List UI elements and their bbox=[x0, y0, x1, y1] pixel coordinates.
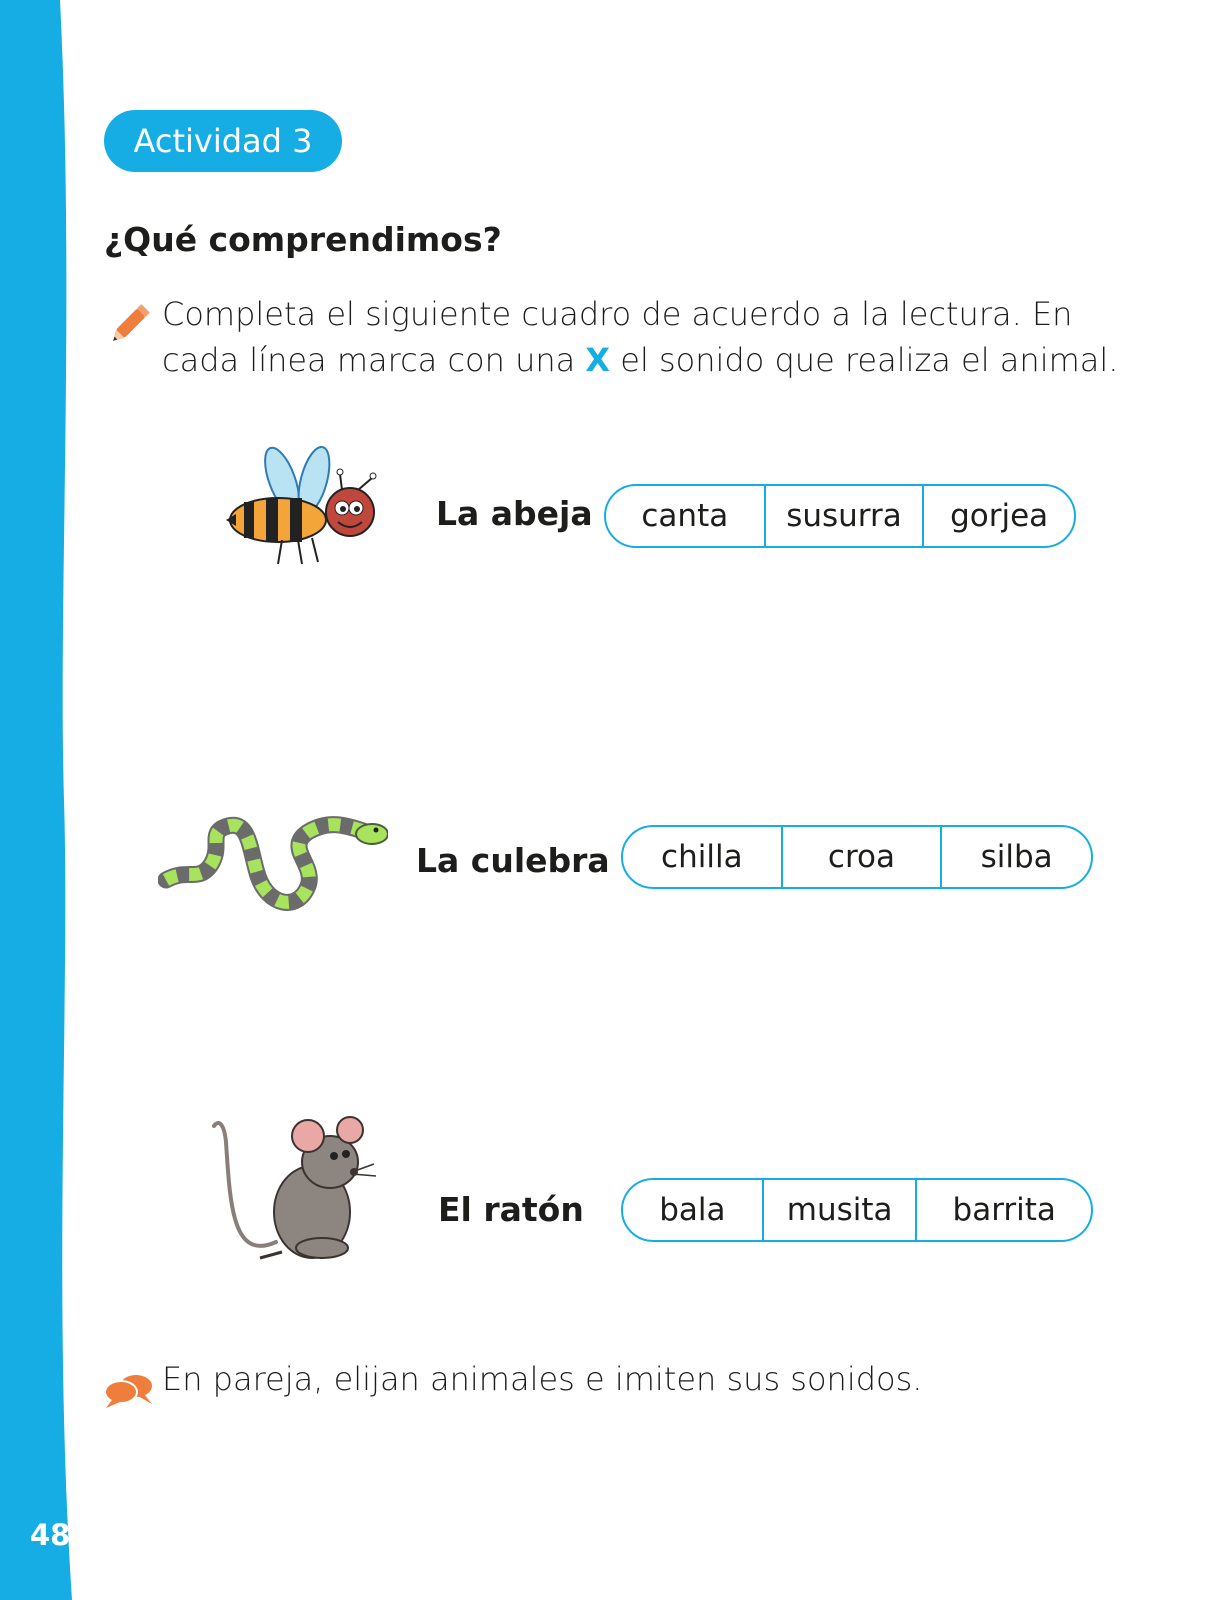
options-box-mouse bbox=[621, 1178, 1093, 1242]
bee-illustration bbox=[222, 440, 382, 576]
option-cell[interactable]: susurra bbox=[766, 486, 925, 546]
options-box-snake bbox=[621, 825, 1093, 889]
instruction-part-1: Completa el siguiente cuadro de acuerdo a la lectura. En cada línea marca con una bbox=[162, 295, 1073, 379]
instruction-text bbox=[162, 291, 1122, 383]
option-cell[interactable]: gorjea bbox=[950, 498, 1049, 534]
option-cell[interactable]: chilla bbox=[623, 827, 783, 887]
option-cell[interactable]: silba bbox=[980, 839, 1053, 875]
speech-bubbles-icon bbox=[104, 1372, 154, 1408]
option-cell[interactable]: croa bbox=[783, 827, 943, 887]
x-mark-icon: X bbox=[585, 341, 611, 379]
activity-badge: Actividad 3 bbox=[104, 110, 342, 172]
option-cell[interactable]: musita bbox=[764, 1180, 918, 1240]
animal-name-snake: La culebra bbox=[416, 841, 610, 880]
page-side-band bbox=[0, 0, 100, 1600]
mouse-illustration bbox=[212, 1102, 382, 1270]
snake-illustration bbox=[158, 772, 388, 982]
options-box-bee bbox=[604, 484, 1076, 548]
page-number: 48 bbox=[30, 1518, 71, 1552]
animal-name-mouse: El ratón bbox=[438, 1190, 584, 1229]
pair-instruction: En pareja, elijan animales e imiten sus sonidos. bbox=[162, 1360, 923, 1398]
section-title: ¿Qué comprendimos? bbox=[104, 220, 502, 259]
pencil-icon bbox=[112, 296, 158, 342]
animal-name-bee: La abeja bbox=[436, 494, 593, 533]
option-cell[interactable]: bala bbox=[623, 1180, 764, 1240]
option-cell[interactable]: canta bbox=[606, 486, 766, 546]
option-cell[interactable]: barrita bbox=[952, 1192, 1056, 1228]
instruction-part-2: el sonido que realiza el animal. bbox=[620, 341, 1119, 379]
